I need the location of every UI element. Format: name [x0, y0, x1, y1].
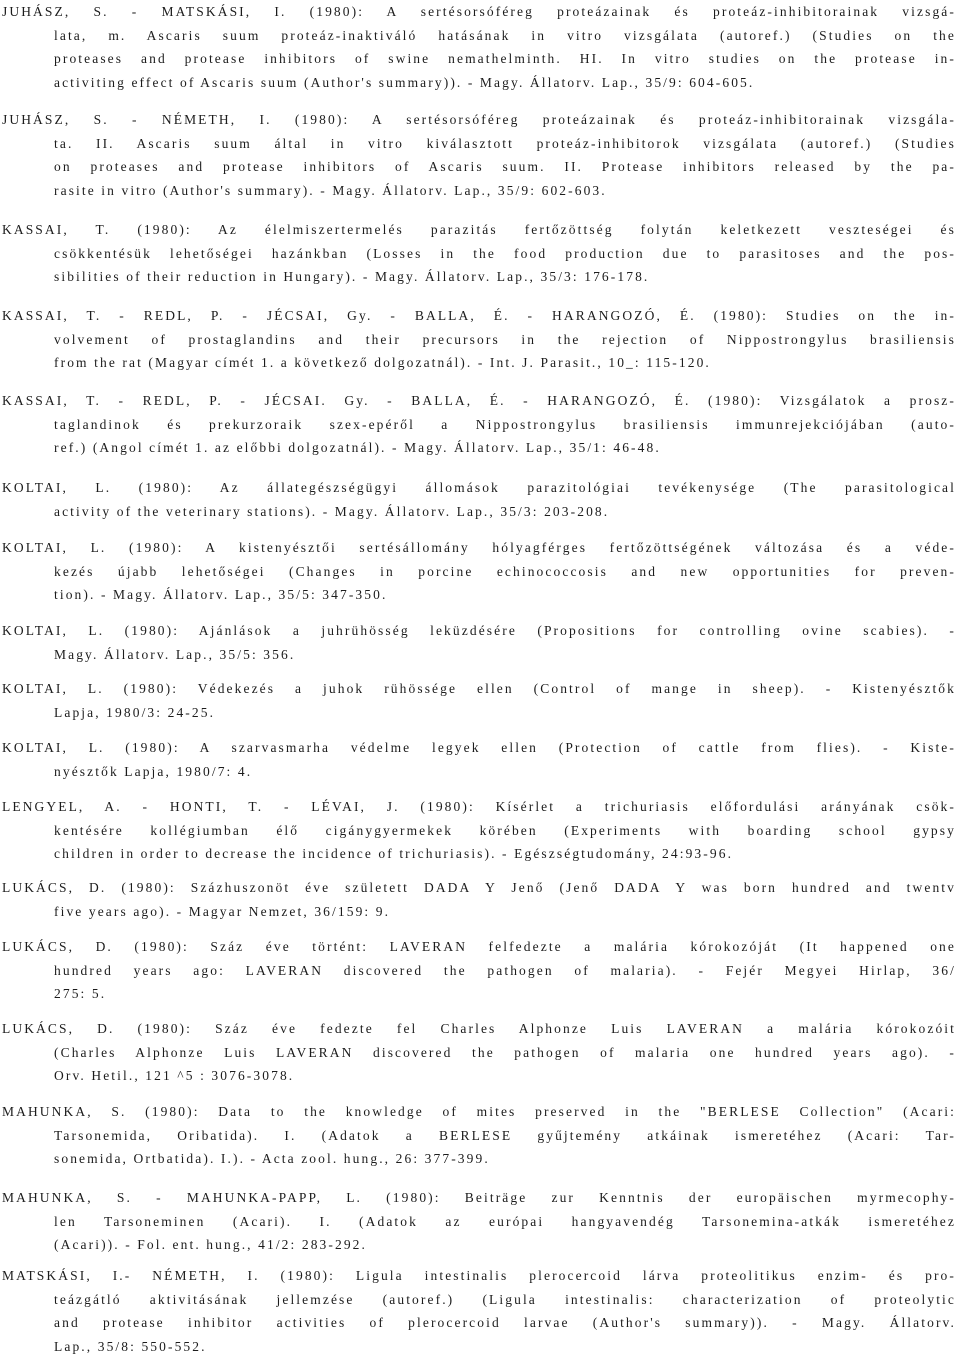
reference-line: KOLTAI, L. (1980): Az állategészségügyi állomások parazitológiai tevékenysége (The parasitological: [2, 480, 956, 495]
reference-line: activity of the veterinary stations). - Magy. Állatorv. Lap., 35/3: 203-208.: [54, 503, 610, 519]
reference-line: lata, m. Ascaris suum proteáz-inaktiváló hatásának in vitro vizsgálata (autoref.) (Studies on the: [54, 27, 956, 43]
reference-line: LUKÁCS, D. (1980): Százhuszonöt éve született DADA Y Jenő (Jenő DADA Y was born hundred and twentv: [2, 880, 956, 895]
reference-line: (Acari)). - Fol. ent. hung., 41/2: 283-292.: [54, 1237, 368, 1253]
reference-line: hundred years ago: LAVERAN discovered the pathogen of malaria). - Fejér Megyei Hirlap, 36/: [54, 962, 956, 978]
reference-entry: [2, 108, 956, 202]
reference-entry: [2, 876, 956, 923]
reference-line: Magy. Állatorv. Lap., 35/5: 356.: [54, 646, 296, 662]
reference-line: taglandinok és prekurzoraik szex-epéről a Nippostrongylus brasiliensis immunrejekciójában (auto-: [54, 416, 956, 432]
reference-entry: [2, 619, 956, 666]
reference-line: csökkentésük lehetőségei hazánkban (Losses in the food production due to parasitoses and the pos-: [54, 245, 956, 261]
reference-line: KASSAI, T. - REDL, P. - JÉCSAI. Gy. - BALLA, É. - HARANGOZÓ, É. (1980): Vizsgálatok a prosz-: [2, 393, 956, 408]
reference-entry: [2, 1100, 956, 1171]
reference-entry: [2, 935, 956, 1006]
reference-entry: [2, 1017, 956, 1088]
reference-line: KASSAI, T. - REDL, P. - JÉCSAI, Gy. - BALLA, É. - HARANGOZÓ, É. (1980): Studies on the in-: [2, 308, 956, 323]
reference-line: JUHÁSZ, S. - NÉMETH, I. (1980): A sertésorsóféreg proteázainak és proteáz-inhibitorainak vizsgála-: [2, 112, 956, 127]
reference-line: sonemida, Ortbatida). I.). - Acta zool. hung., 26: 377-399.: [54, 1151, 490, 1167]
reference-line: five years ago). - Magyar Nemzet, 36/159: 9.: [54, 903, 391, 919]
reference-line: LENGYEL, A. - HONTI, T. - LÉVAI, J. (1980): Kísérlet a trichuriasis előfordulási arányának csök-: [2, 799, 956, 814]
reference-entry: [2, 304, 956, 375]
reference-line: Lap., 35/8: 550-552.: [54, 1338, 207, 1354]
reference-line: activiting effect of Ascaris suum (Author's summary)). - Magy. Állatorv. Lap., 35/9: 604-605.: [54, 74, 755, 90]
reference-line: LUKÁCS, D. (1980): Száz éve fedezte fel Charles Alphonze Luis LAVERAN a malária kórokozóit: [2, 1021, 956, 1036]
reference-line: KOLTAI, L. (1980): A szarvasmarha védelme legyek ellen (Protection of cattle from flies). - Kiste-: [2, 740, 956, 755]
reference-line: on proteases and protease inhibitors of Ascaris suum. II. Protease inhibitors released by the pa-: [54, 159, 956, 175]
reference-line: Orv. Hetil., 121 ^5 : 3076-3078.: [54, 1068, 295, 1084]
reference-entry: [2, 218, 956, 289]
reference-line: MAHUNKA, S. - MAHUNKA-PAPP, L. (1980): Beiträge zur Kenntnis der europäischen myrmecophy-: [2, 1190, 956, 1205]
reference-line: volvement of prostaglandins and their precursors in the rejection of Nippostrongylus brasiliensis: [54, 331, 956, 347]
reference-entry: [2, 0, 956, 94]
reference-entry: [2, 736, 956, 783]
reference-line: Tarsonemida, Oribatida). I. (Adatok a BERLESE gyűjtemény atkáinak ismeretéhez (Acari: Tar-: [54, 1127, 956, 1143]
reference-line: kentésére kollégiumban élő cigánygyermekek körében (Experiments with boarding school gypsy: [54, 822, 956, 838]
reference-entry: [2, 536, 956, 607]
reference-entry: [2, 795, 956, 866]
reference-line: 275: 5.: [54, 986, 107, 1002]
reference-line: proteases and protease inhibitors of swine nemathelminth. HI. In vitro studies on the protease in-: [54, 51, 956, 67]
reference-line: sibilities of their reduction in Hungary). - Magy. Állatorv. Lap., 35/3: 176-178.: [54, 269, 650, 285]
reference-line: ta. II. Ascaris suum által in vitro kiválasztott proteáz-inhibitorok vizsgálata (autoref.) (Studies: [54, 135, 956, 151]
reference-line: children in order to decrease the incidence of trichuriasis). - Egészségtudomány, 24:93-96.: [54, 846, 734, 862]
reference-line: MATSKÁSI, I.- NÉMETH, I. (1980): Ligula intestinalis plerocercoid lárva proteolitikus enzim- és pro-: [2, 1268, 956, 1283]
reference-line: KOLTAI, L. (1980): Védekezés a juhok rühössége ellen (Control of mange in sheep). - Kistenyésztők: [2, 681, 956, 696]
reference-line: KOLTAI, L. (1980): Ajánlások a juhrühösség leküzdésére (Propositions for controlling ovine scabies). -: [2, 623, 956, 638]
reference-line: kezés újabb lehetőségei (Changes in porcine echinococcosis and new opportunities for preven-: [54, 563, 956, 579]
reference-entry: [2, 1264, 956, 1358]
reference-line: and protease inhibitor activities of plerocercoid larvae (Author's summary)). - Magy. Állatorv.: [54, 1315, 956, 1331]
reference-line: Lapja, 1980/3: 24-25.: [54, 704, 216, 720]
reference-line: ref.) (Angol címét 1. az előbbi dolgozatnál). - Magy. Állatorv. Lap., 35/1: 46-48.: [54, 440, 661, 456]
reference-entry: [2, 476, 956, 523]
reference-line: from the rat (Magyar címét 1. a következő dolgozatnál). - Int. J. Parasit., 10_: 115-120.: [54, 355, 711, 371]
reference-line: (Charles Alphonze Luis LAVERAN discovered the pathogen of malaria one hundred years ago). -: [54, 1044, 956, 1060]
reference-entry: [2, 1186, 956, 1257]
reference-line: teázgátló aktivitásának jellemzése (autoref.) (Ligula intestinalis: characterization of proteolytic: [54, 1291, 956, 1307]
reference-line: LUKÁCS, D. (1980): Száz éve történt: LAVERAN felfedezte a malária kórokozóját (It happened one: [2, 939, 956, 954]
reference-line: rasite in vitro (Author's summary). - Magy. Állatorv. Lap., 35/9: 602-603.: [54, 182, 607, 198]
reference-line: tion). - Magy. Állatorv. Lap., 35/5: 347-350.: [54, 587, 388, 603]
reference-line: KASSAI, T. (1980): Az élelmiszertermelés parazitás fertőzöttség folytán keletkezett veszteségei és: [2, 222, 956, 237]
reference-entry: [2, 389, 956, 460]
reference-line: KOLTAI, L. (1980): A kistenyésztői sertésállomány hólyagférges fertőzöttségének változása és a véde-: [2, 540, 956, 555]
reference-line: len Tarsoneminen (Acari). I. (Adatok az európai hangyavendég Tarsonemina-atkák ismeretéhez: [54, 1213, 956, 1229]
reference-line: JUHÁSZ, S. - MATSKÁSI, I. (1980): A sertésorsóféreg proteázainak és proteáz-inhibitorainak vizsgá-: [2, 4, 956, 19]
reference-entry: [2, 677, 956, 724]
reference-line: MAHUNKA, S. (1980): Data to the knowledge of mites preserved in the "BERLESE Collection" (Acari:: [2, 1104, 956, 1119]
reference-line: nyésztők Lapja, 1980/7: 4.: [54, 763, 253, 779]
